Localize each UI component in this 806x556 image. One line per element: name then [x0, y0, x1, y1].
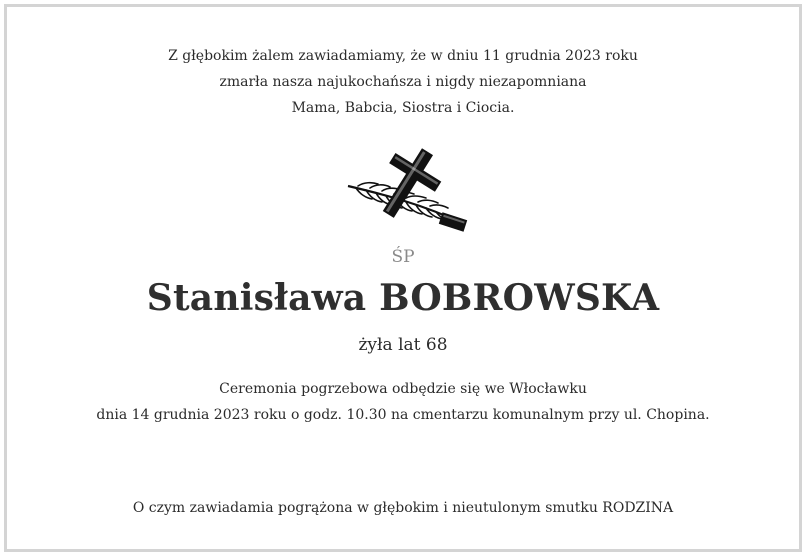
intro-text [7, 43, 799, 121]
cross-with-palm-branch-icon [342, 142, 474, 238]
deceased-name: Stanisława BOBROWSKA [146, 277, 660, 319]
age-text: żyła lat 68 [358, 335, 448, 355]
intro-line: Mama, Babcia, Siostra i Ciocia. [291, 100, 515, 116]
intro-line: Z głębokim żalem zawiadamiamy, że w dniu 11 grudnia 2023 roku [168, 48, 638, 64]
title-abbreviation: ŚP [391, 247, 415, 267]
ceremony-line: dnia 14 grudnia 2023 roku o godz. 10.30 na cmentarzu komunalnym przy ul. Chopina. [96, 407, 710, 423]
intro-line: zmarła nasza najukochańsza i nigdy niezapomniana [219, 74, 587, 90]
closing-line: O czym zawiadamia pogrążona w głębokim i nieutulonym smutku RODZINA [132, 500, 674, 516]
obituary-card [4, 4, 802, 552]
ceremony-info [7, 376, 799, 428]
ceremony-line: Ceremonia pogrzebowa odbędzie się we Włocławku [219, 381, 587, 397]
